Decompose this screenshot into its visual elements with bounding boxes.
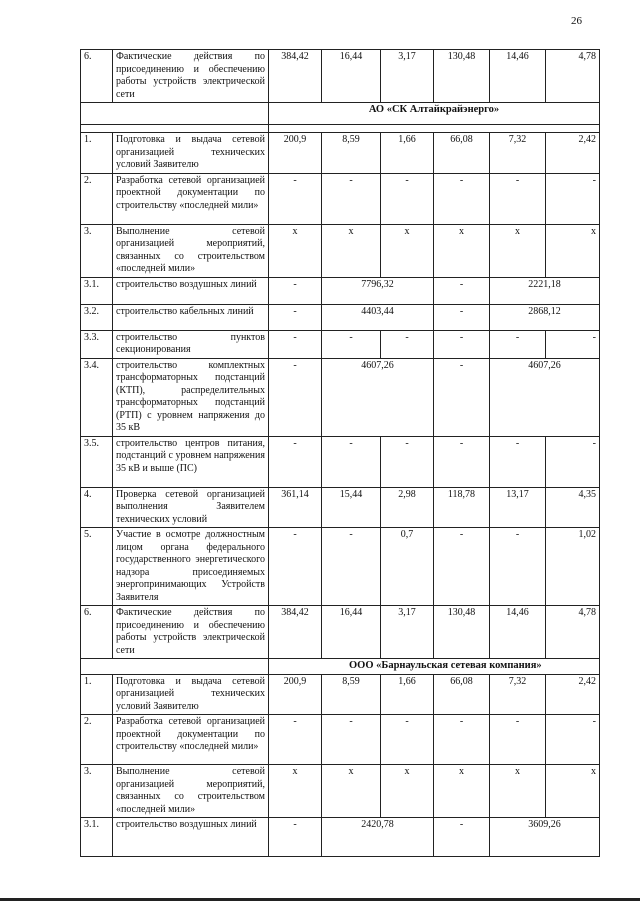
merged-value-cell: 7796,32 xyxy=(322,277,434,304)
section-title: ООО «Барнаульская сетевая компания» xyxy=(269,659,600,675)
row-description: Фактические действия по присоединению и обеспечению работы устройств электрической сети xyxy=(113,50,269,103)
table-row xyxy=(81,304,600,330)
merged-value-cell: 4403,44 xyxy=(322,304,434,330)
value-cell: - xyxy=(490,528,546,606)
value-cell: - xyxy=(269,173,322,224)
row-number: 3.4. xyxy=(81,358,113,436)
row-number: 6. xyxy=(81,50,113,103)
value-cell: 361,14 xyxy=(269,487,322,528)
value-cell: x xyxy=(381,765,434,818)
value-cell: - xyxy=(546,436,600,487)
value-cell: 0,7 xyxy=(381,528,434,606)
row-number: 1. xyxy=(81,133,113,174)
value-cell: 130,48 xyxy=(434,50,490,103)
table-row xyxy=(81,818,600,857)
value-cell: x xyxy=(546,765,600,818)
value-cell: - xyxy=(546,173,600,224)
table-row xyxy=(81,224,600,277)
value-cell: - xyxy=(269,715,322,765)
value-cell: 13,17 xyxy=(490,487,546,528)
row-number: 2. xyxy=(81,173,113,224)
empty-cell xyxy=(81,125,269,133)
table-row xyxy=(81,50,600,103)
value-cell: 16,44 xyxy=(322,50,381,103)
value-cell: - xyxy=(269,277,322,304)
row-number: 3.2. xyxy=(81,304,113,330)
value-cell: x xyxy=(490,224,546,277)
row-description: Участие в осмотре должностным лицом органа федерального государственного энергетического надзора присоединяемых энергопринимающих Устройств Заявителя xyxy=(113,528,269,606)
table-row xyxy=(81,358,600,436)
value-cell: 66,08 xyxy=(434,133,490,174)
row-number: 2. xyxy=(81,715,113,765)
row-description: Разработка сетевой организацией проектной документации по строительству «последней мили» xyxy=(113,173,269,224)
value-cell: x xyxy=(490,765,546,818)
value-cell: 2,98 xyxy=(381,487,434,528)
row-description: строительство центров питания, подстанций с уровнем напряжения 35 кВ и выше (ПС) xyxy=(113,436,269,487)
merged-value-cell: 2868,12 xyxy=(490,304,600,330)
value-cell: 1,66 xyxy=(381,133,434,174)
value-cell: 16,44 xyxy=(322,606,381,659)
value-cell: 14,46 xyxy=(490,50,546,103)
empty-cell xyxy=(81,103,269,125)
value-cell: 1,02 xyxy=(546,528,600,606)
value-cell: - xyxy=(269,528,322,606)
page-bottom-rule xyxy=(0,898,640,901)
row-number: 3.1. xyxy=(81,277,113,304)
value-cell: - xyxy=(381,715,434,765)
value-cell: - xyxy=(322,173,381,224)
section-title: АО «СК Алтайкрайэнерго» xyxy=(269,103,600,125)
row-description: строительство пунктов секционирования xyxy=(113,330,269,358)
empty-cell xyxy=(269,125,600,133)
value-cell: 200,9 xyxy=(269,133,322,174)
value-cell: - xyxy=(490,330,546,358)
value-cell: - xyxy=(490,436,546,487)
row-description: Выполнение сетевой организацией мероприятий, связанных со строительством «последней мили» xyxy=(113,224,269,277)
value-cell: 8,59 xyxy=(322,674,381,715)
row-description: Проверка сетевой организацией выполнения Заявителем технических условий xyxy=(113,487,269,528)
value-cell: 4,78 xyxy=(546,50,600,103)
value-cell: - xyxy=(381,330,434,358)
value-cell: 4,35 xyxy=(546,487,600,528)
value-cell: - xyxy=(322,330,381,358)
value-cell: 2,42 xyxy=(546,133,600,174)
table-row xyxy=(81,436,600,487)
value-cell: - xyxy=(434,715,490,765)
row-description: Выполнение сетевой организацией мероприятий, связанных со строительством «последней мили» xyxy=(113,765,269,818)
table-row xyxy=(81,330,600,358)
value-cell: 384,42 xyxy=(269,50,322,103)
value-cell: 2,42 xyxy=(546,674,600,715)
value-cell: 384,42 xyxy=(269,606,322,659)
table-row xyxy=(81,277,600,304)
value-cell: x xyxy=(322,224,381,277)
table-row xyxy=(81,528,600,606)
empty-cell xyxy=(81,659,269,675)
row-description: строительство воздушных линий xyxy=(113,277,269,304)
table-row xyxy=(81,133,600,174)
row-number: 3.1. xyxy=(81,818,113,857)
value-cell: - xyxy=(269,818,322,857)
value-cell: - xyxy=(434,173,490,224)
row-description: строительство воздушных линий xyxy=(113,818,269,857)
value-cell: 66,08 xyxy=(434,674,490,715)
row-number: 6. xyxy=(81,606,113,659)
value-cell: x xyxy=(434,765,490,818)
section-heading-row xyxy=(81,103,600,125)
row-number: 5. xyxy=(81,528,113,606)
value-cell: x xyxy=(322,765,381,818)
row-number: 4. xyxy=(81,487,113,528)
merged-value-cell: 4607,26 xyxy=(322,358,434,436)
row-description: Фактические действия по присоединению и обеспечению работы устройств электрической сети xyxy=(113,606,269,659)
row-number: 3. xyxy=(81,765,113,818)
row-number: 1. xyxy=(81,674,113,715)
value-cell: x xyxy=(269,224,322,277)
value-cell: 1,66 xyxy=(381,674,434,715)
value-cell: - xyxy=(546,715,600,765)
table-row xyxy=(81,173,600,224)
value-cell: - xyxy=(434,436,490,487)
page-number: 26 xyxy=(571,15,582,27)
value-cell: - xyxy=(434,358,490,436)
value-cell: - xyxy=(322,528,381,606)
value-cell: 200,9 xyxy=(269,674,322,715)
value-cell: 8,59 xyxy=(322,133,381,174)
table-row xyxy=(81,715,600,765)
value-cell: - xyxy=(269,436,322,487)
value-cell: - xyxy=(490,715,546,765)
row-description: строительство кабельных линий xyxy=(113,304,269,330)
table-row xyxy=(81,674,600,715)
row-number: 3.3. xyxy=(81,330,113,358)
section-heading-row xyxy=(81,659,600,675)
table-row xyxy=(81,125,600,133)
tariff-table xyxy=(80,49,600,857)
value-cell: - xyxy=(381,436,434,487)
merged-value-cell: 4607,26 xyxy=(490,358,600,436)
value-cell: 3,17 xyxy=(381,50,434,103)
row-description: Подготовка и выдача сетевой организацией технических условий Заявителю xyxy=(113,133,269,174)
value-cell: - xyxy=(322,436,381,487)
value-cell: - xyxy=(381,173,434,224)
merged-value-cell: 3609,26 xyxy=(490,818,600,857)
value-cell: - xyxy=(434,304,490,330)
value-cell: - xyxy=(546,330,600,358)
value-cell: 130,48 xyxy=(434,606,490,659)
merged-value-cell: 2420,78 xyxy=(322,818,434,857)
value-cell: x xyxy=(381,224,434,277)
value-cell: 4,78 xyxy=(546,606,600,659)
value-cell: - xyxy=(434,330,490,358)
value-cell: 118,78 xyxy=(434,487,490,528)
value-cell: - xyxy=(269,330,322,358)
value-cell: x xyxy=(269,765,322,818)
row-number: 3.5. xyxy=(81,436,113,487)
value-cell: - xyxy=(434,277,490,304)
value-cell: - xyxy=(434,528,490,606)
value-cell: - xyxy=(269,358,322,436)
table-row xyxy=(81,765,600,818)
value-cell: 3,17 xyxy=(381,606,434,659)
value-cell: - xyxy=(322,715,381,765)
value-cell: x xyxy=(546,224,600,277)
table-row xyxy=(81,606,600,659)
value-cell: 14,46 xyxy=(490,606,546,659)
merged-value-cell: 2221,18 xyxy=(490,277,600,304)
row-description: Разработка сетевой организацией проектной документации по строительству «последней мили» xyxy=(113,715,269,765)
value-cell: - xyxy=(434,818,490,857)
row-description: Подготовка и выдача сетевой организацией технических условий Заявителю xyxy=(113,674,269,715)
value-cell: - xyxy=(490,173,546,224)
value-cell: x xyxy=(434,224,490,277)
value-cell: 15,44 xyxy=(322,487,381,528)
row-number: 3. xyxy=(81,224,113,277)
value-cell: 7,32 xyxy=(490,674,546,715)
value-cell: - xyxy=(269,304,322,330)
row-description: строительство комплектных трансформаторных подстанций (КТП), распределительных трансформаторных подстанций (РТП) с уровнем напряжения до 35 кВ xyxy=(113,358,269,436)
value-cell: 7,32 xyxy=(490,133,546,174)
table-row xyxy=(81,487,600,528)
